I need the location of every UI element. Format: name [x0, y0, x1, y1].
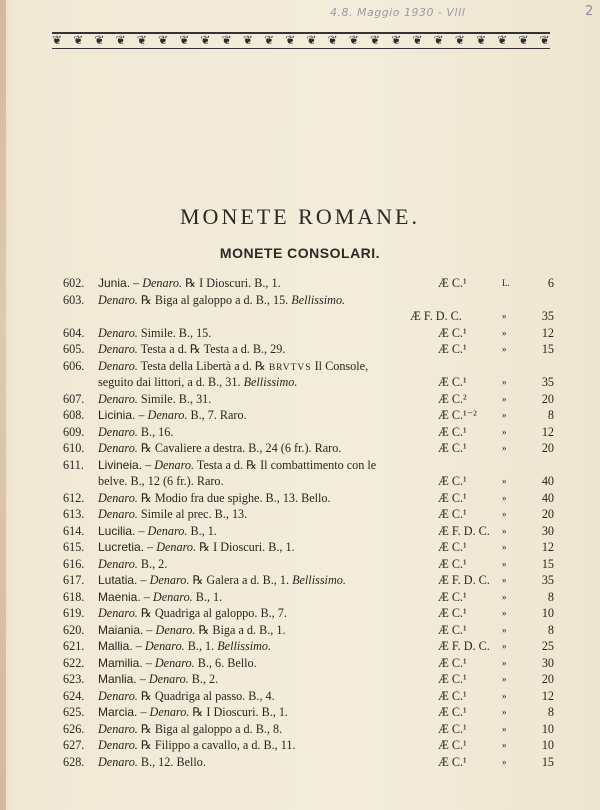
- currency-mark: »: [502, 657, 507, 668]
- description-text: B., 1.: [187, 523, 217, 538]
- section-title: MONETE CONSOLARI.: [219, 245, 381, 261]
- metal-condition: Æ C.¹: [438, 705, 467, 719]
- price: 8: [547, 589, 554, 604]
- entry-description: [98, 704, 288, 721]
- entry-description: [98, 440, 341, 457]
- metal-condition: Æ C.¹: [438, 622, 467, 637]
- ornamental-border: [52, 32, 550, 54]
- price: 15: [541, 342, 554, 356]
- fleuron-icon: ❦: [327, 33, 338, 47]
- metal-condition: Æ C.¹: [438, 606, 467, 620]
- catalogue-entry: [0, 391, 600, 408]
- coin-type: Denaro.: [148, 672, 189, 686]
- price: 35: [541, 309, 554, 323]
- currency-mark: »: [502, 426, 507, 437]
- entry-description-continued: [98, 374, 297, 391]
- entry-number: 604.: [63, 325, 85, 340]
- coin-type: Denaro.: [98, 606, 138, 620]
- coin-type: Denaro.: [98, 325, 138, 340]
- grade-note: Bellissimo.: [291, 292, 346, 307]
- metal-condition: Æ C.¹: [438, 325, 467, 340]
- entry-number: 618.: [63, 589, 85, 604]
- currency-mark: »: [502, 723, 507, 734]
- entry-number: 628.: [63, 754, 85, 769]
- catalogue-entry-continued: [0, 374, 600, 391]
- price: 20: [541, 441, 554, 455]
- entry-description: [98, 391, 211, 408]
- separator: –: [142, 655, 155, 670]
- coin-type: Denaro.: [144, 639, 185, 653]
- currency-mark: »: [502, 476, 507, 486]
- entry-description: [98, 737, 296, 754]
- metal-condition: Æ C.¹: [438, 441, 467, 455]
- catalogue-entry: [0, 572, 600, 589]
- grade-note: Bellissimo.: [217, 639, 272, 653]
- entry-description: [98, 424, 173, 441]
- description-text: ℞ Modio fra due spighe. B., 13. Bello.: [137, 490, 331, 505]
- metal-condition: Æ C.¹: [438, 342, 467, 356]
- entry-description: [98, 754, 206, 771]
- description-text: Simile. B., 15.: [137, 325, 212, 340]
- currency-mark: »: [502, 443, 507, 453]
- entry-number: 610.: [63, 441, 85, 455]
- entry-number: 627.: [63, 738, 85, 752]
- border-motif: [52, 33, 550, 47]
- entry-description: [98, 341, 285, 358]
- price: 8: [547, 408, 554, 422]
- entry-description: [98, 523, 217, 540]
- coin-type: Denaro.: [149, 705, 190, 719]
- entry-description: [98, 572, 346, 589]
- fleuron-icon: ❦: [539, 33, 550, 47]
- catalogue-entry: [0, 407, 600, 424]
- fleuron-icon: ❦: [391, 33, 402, 47]
- metal-condition: Æ C.¹: [438, 721, 467, 736]
- coin-type: Denaro.: [98, 754, 138, 769]
- currency-mark: »: [502, 542, 507, 552]
- currency-mark: »: [502, 575, 507, 585]
- fleuron-icon: ❦: [158, 33, 169, 47]
- separator: –: [130, 276, 143, 290]
- separator: –: [136, 672, 149, 686]
- description-text: belve. B., 12 (6 fr.). Raro.: [98, 474, 224, 488]
- price: 15: [541, 754, 554, 769]
- entry-number: 603.: [63, 292, 85, 307]
- page-mark: 2: [585, 4, 594, 19]
- price: 8: [547, 705, 554, 719]
- metal-condition: Æ C.¹: [438, 556, 467, 571]
- currency-mark: »: [502, 344, 507, 354]
- catalogue-entry: [0, 704, 600, 721]
- coin-type: Denaro.: [98, 507, 138, 521]
- family-name: Lucilia.: [98, 523, 136, 538]
- price: 25: [541, 639, 554, 653]
- coin-type: Denaro.: [154, 457, 195, 472]
- separator: –: [137, 705, 150, 719]
- metal-condition: Æ C.²: [438, 391, 467, 406]
- description-text: B., 1.: [184, 639, 218, 653]
- coin-type: Denaro.: [142, 276, 183, 290]
- currency-mark: »: [502, 393, 507, 404]
- entry-description: [98, 688, 275, 705]
- catalogue-entry-continued: [0, 473, 600, 490]
- family-name: Maenia.: [98, 589, 141, 604]
- description-text: B., 1.: [192, 589, 223, 604]
- price: 30: [541, 523, 554, 538]
- entry-description-continued: [98, 473, 224, 490]
- price: 40: [541, 490, 554, 505]
- currency-mark: »: [502, 525, 507, 536]
- metal-condition: Æ F. D. C.: [438, 573, 490, 587]
- price: 30: [541, 655, 554, 670]
- catalogue-entry-continued: [0, 308, 600, 325]
- entry-description: [98, 589, 222, 606]
- price: 12: [541, 424, 554, 439]
- family-name: Manlia.: [98, 672, 137, 686]
- description-text: ℞ Quadriga al passo. B., 4.: [137, 688, 275, 703]
- coin-type: Denaro.: [98, 556, 138, 571]
- family-name: Mamilia.: [98, 655, 143, 670]
- currency-mark: »: [502, 558, 507, 569]
- metal-condition: Æ C.¹: [438, 507, 467, 521]
- catalogue-entry: [0, 440, 600, 457]
- entry-description: [98, 638, 271, 655]
- catalogue-entry: [0, 754, 600, 771]
- description-text: ℞ Biga a d. B., 1.: [195, 622, 286, 637]
- coin-type: Denaro.: [98, 358, 138, 373]
- fleuron-icon: ❦: [285, 33, 296, 47]
- catalogue-entry: [0, 589, 600, 606]
- description-text: B., 6. Bello.: [194, 655, 257, 670]
- price: 40: [541, 474, 554, 488]
- fleuron-icon: ❦: [433, 33, 444, 47]
- coin-type: Denaro.: [156, 540, 197, 554]
- description-text: ℞ I Dioscuri. B., 1.: [189, 705, 288, 719]
- entry-description: [98, 457, 376, 474]
- metal-condition: Æ F. D. C.: [438, 639, 490, 653]
- coin-type: Denaro.: [147, 523, 188, 538]
- metal-condition: Æ C.¹: [438, 672, 467, 686]
- entry-number: 606.: [63, 358, 85, 373]
- separator: –: [132, 639, 145, 653]
- metal-condition: Æ C.¹: [438, 276, 467, 290]
- coin-type: Denaro.: [155, 622, 196, 637]
- coin-type: Denaro.: [98, 391, 138, 406]
- price: 6: [547, 276, 554, 290]
- price: 12: [541, 325, 554, 340]
- entry-description: [98, 539, 295, 556]
- entry-number: 612.: [63, 490, 85, 505]
- family-name: Maiania.: [98, 622, 144, 637]
- coin-type: Denaro.: [98, 721, 138, 736]
- entry-description: [98, 506, 247, 523]
- entry-description: [98, 292, 345, 309]
- catalogue-entry: [0, 341, 600, 358]
- border-rule-bottom: [52, 48, 550, 49]
- entry-description: [98, 325, 211, 342]
- metal-condition: Æ C.¹: [438, 688, 467, 703]
- currency-mark: »: [502, 492, 507, 503]
- description-text: ℞ I Dioscuri. B., 1.: [182, 276, 281, 290]
- description-text: B., 2.: [137, 556, 168, 571]
- fleuron-icon: ❦: [94, 33, 105, 47]
- description-text: Testa a d. ℞ Il combattimento con le: [194, 457, 377, 472]
- page-title: MONETE ROMANE.: [180, 204, 420, 229]
- currency-mark: »: [502, 756, 507, 767]
- entry-description: [98, 275, 281, 292]
- fleuron-icon: ❦: [306, 33, 317, 47]
- entry-number: 617.: [63, 573, 85, 587]
- coin-type: Denaro.: [98, 738, 138, 752]
- entry-number: 611.: [63, 457, 84, 472]
- separator: –: [137, 573, 150, 587]
- entry-number: 608.: [63, 408, 85, 422]
- currency-mark: »: [502, 674, 507, 684]
- entry-description: [98, 721, 282, 738]
- coin-type: Denaro.: [98, 292, 138, 307]
- currency-mark: »: [502, 624, 507, 635]
- entry-number: 602.: [63, 276, 85, 290]
- catalogue-entry: [0, 523, 600, 540]
- description-text: B., 12. Bello.: [137, 754, 206, 769]
- entry-number: 626.: [63, 721, 85, 736]
- catalogue-entry: [0, 424, 600, 441]
- metal-condition: Æ C.¹: [438, 490, 467, 505]
- family-name: Lucretia.: [98, 540, 145, 554]
- separator: –: [142, 457, 155, 472]
- catalogue-entry: [0, 490, 600, 507]
- entry-number: 609.: [63, 424, 85, 439]
- catalogue-entry: [0, 539, 600, 556]
- coin-type: Denaro.: [154, 655, 195, 670]
- pencil-annotation: 4.8. Maggio 1930 - VIII: [330, 6, 466, 19]
- fleuron-icon: ❦: [264, 33, 275, 47]
- price: 20: [541, 391, 554, 406]
- separator: –: [135, 523, 148, 538]
- description-text: B., 16.: [137, 424, 174, 439]
- grade-note: Bellissimo.: [292, 573, 346, 587]
- metal-condition: Æ C.¹: [438, 655, 467, 670]
- description-text: ℞ Cavaliere a destra. B., 24 (6 fr.). Raro.: [137, 441, 342, 455]
- metal-condition: Æ C.¹: [438, 754, 467, 769]
- family-name: Licinia.: [98, 408, 136, 422]
- price: 10: [541, 606, 554, 620]
- family-name: Junia.: [98, 276, 131, 290]
- entry-description: [98, 490, 331, 507]
- description-text: ℞ I Dioscuri. B., 1.: [196, 540, 295, 554]
- entry-number: 625.: [63, 705, 85, 719]
- separator: –: [135, 408, 148, 422]
- catalogue-entry: [0, 688, 600, 705]
- description-text: seguito dai littori, a d. B., 31.: [98, 375, 244, 389]
- currency-mark: »: [502, 327, 507, 338]
- catalogue-entry: [0, 605, 600, 622]
- entry-description: [98, 622, 286, 639]
- entry-number: 614.: [63, 523, 85, 538]
- separator: –: [140, 589, 153, 604]
- metal-condition: Æ F. D. C.: [410, 309, 462, 323]
- currency-mark: »: [502, 591, 507, 602]
- description-text: Testa della Libertà a d. ℞: [137, 358, 269, 373]
- fleuron-icon: ❦: [370, 33, 381, 47]
- description-text: Simile. B., 31.: [137, 391, 212, 406]
- price: 12: [541, 540, 554, 554]
- coin-type: Denaro.: [98, 688, 138, 703]
- entry-number: 607.: [63, 391, 85, 406]
- metal-condition: Æ C.¹: [438, 424, 467, 439]
- fleuron-icon: ❦: [476, 33, 487, 47]
- legend-text: BRVTVS: [268, 362, 312, 373]
- description-text: ℞ Biga al galoppo a d. B., 15.: [137, 292, 292, 307]
- metal-condition: Æ C.¹: [438, 540, 467, 554]
- description-text: ℞ Galera a d. B., 1.: [189, 573, 293, 587]
- entry-number: 615.: [63, 540, 85, 554]
- fleuron-icon: ❦: [348, 33, 359, 47]
- metal-condition: Æ C.¹: [438, 589, 467, 604]
- coin-type: Denaro.: [152, 589, 193, 604]
- price: 10: [541, 721, 554, 736]
- description-text: B., 2.: [188, 672, 219, 686]
- family-name: Marcia.: [98, 705, 138, 719]
- fleuron-icon: ❦: [242, 33, 253, 47]
- metal-condition: Æ C.¹: [438, 375, 467, 389]
- catalogue-entry: [0, 721, 600, 738]
- currency-mark: »: [502, 690, 507, 701]
- entry-description: [98, 605, 287, 622]
- coin-type: Denaro.: [98, 441, 138, 455]
- coin-type: Denaro.: [147, 408, 188, 422]
- coin-type: Denaro.: [149, 573, 190, 587]
- metal-condition: Æ F. D. C.: [438, 523, 490, 538]
- separator: –: [144, 540, 157, 554]
- currency-mark: »: [502, 608, 507, 618]
- coin-catalogue: [0, 275, 600, 770]
- entry-number: 605.: [63, 342, 85, 356]
- description-text: ℞ Filippo a cavallo, a d. B., 11.: [137, 738, 296, 752]
- description-text: Testa a d. ℞ Testa a d. B., 29.: [137, 342, 286, 356]
- entry-number: 616.: [63, 556, 85, 571]
- metal-condition: Æ C.¹: [438, 474, 467, 488]
- catalogue-entry: [0, 671, 600, 688]
- entry-number: 621.: [63, 639, 85, 653]
- description-text: Il Console,: [311, 358, 369, 373]
- entry-description: [98, 556, 167, 573]
- entry-description: [98, 671, 218, 688]
- catalogue-entry: [0, 292, 600, 309]
- price: 12: [541, 688, 554, 703]
- family-name: Livineia.: [98, 457, 143, 472]
- fleuron-icon: ❦: [115, 33, 126, 47]
- catalogue-entry: [0, 556, 600, 573]
- entry-number: 613.: [63, 507, 85, 521]
- fleuron-icon: ❦: [136, 33, 147, 47]
- price: 20: [541, 672, 554, 686]
- currency-mark: »: [502, 377, 507, 387]
- entry-number: 624.: [63, 688, 85, 703]
- fleuron-icon: ❦: [200, 33, 211, 47]
- entry-description: [98, 655, 257, 672]
- fleuron-icon: ❦: [52, 33, 63, 47]
- catalogue-entry: [0, 358, 600, 375]
- price: 8: [547, 622, 554, 637]
- fleuron-icon: ❦: [221, 33, 232, 47]
- entry-number: 622.: [63, 655, 85, 670]
- catalogue-entry: [0, 655, 600, 672]
- fleuron-icon: ❦: [518, 33, 529, 47]
- grade-note: Bellissimo.: [243, 375, 298, 389]
- catalogue-entry: [0, 457, 600, 474]
- fleuron-icon: ❦: [454, 33, 465, 47]
- entry-number: 623.: [63, 672, 85, 686]
- fleuron-icon: ❦: [73, 33, 84, 47]
- fleuron-icon: ❦: [412, 33, 423, 47]
- metal-condition: Æ C.¹⁻²: [438, 408, 477, 422]
- catalogue-entry: [0, 325, 600, 342]
- price: 10: [541, 738, 554, 752]
- catalogue-entry: [0, 638, 600, 655]
- coin-type: Denaro.: [98, 342, 138, 356]
- catalogue-entry: [0, 506, 600, 523]
- price: 35: [541, 375, 554, 389]
- entry-number: 619.: [63, 606, 85, 620]
- price: 20: [541, 507, 554, 521]
- currency-mark: »: [502, 509, 507, 519]
- currency-mark: L.: [502, 278, 510, 288]
- family-name: Mallia.: [98, 639, 133, 653]
- currency-mark: »: [502, 641, 507, 651]
- catalogue-entry: [0, 275, 600, 292]
- currency-mark: »: [502, 311, 507, 321]
- price: 35: [541, 573, 554, 587]
- fleuron-icon: ❦: [179, 33, 190, 47]
- currency-mark: »: [502, 740, 507, 750]
- metal-condition: Æ C.¹: [438, 738, 467, 752]
- price: 15: [541, 556, 554, 571]
- currency-mark: »: [502, 707, 507, 717]
- family-name: Lutatia.: [98, 573, 138, 587]
- entry-description: [98, 407, 247, 424]
- currency-mark: »: [502, 410, 507, 420]
- entry-number: 620.: [63, 622, 85, 637]
- catalogue-entry: [0, 737, 600, 754]
- description-text: ℞ Biga al galoppo a d. B., 8.: [137, 721, 283, 736]
- description-text: Simile al prec. B., 13.: [137, 507, 248, 521]
- coin-type: Denaro.: [98, 490, 138, 505]
- coin-type: Denaro.: [98, 424, 138, 439]
- fleuron-icon: ❦: [497, 33, 508, 47]
- description-text: ℞ Quadriga al galoppo. B., 7.: [137, 606, 287, 620]
- description-text: B., 7. Raro.: [187, 408, 247, 422]
- catalogue-entry: [0, 622, 600, 639]
- separator: –: [143, 622, 156, 637]
